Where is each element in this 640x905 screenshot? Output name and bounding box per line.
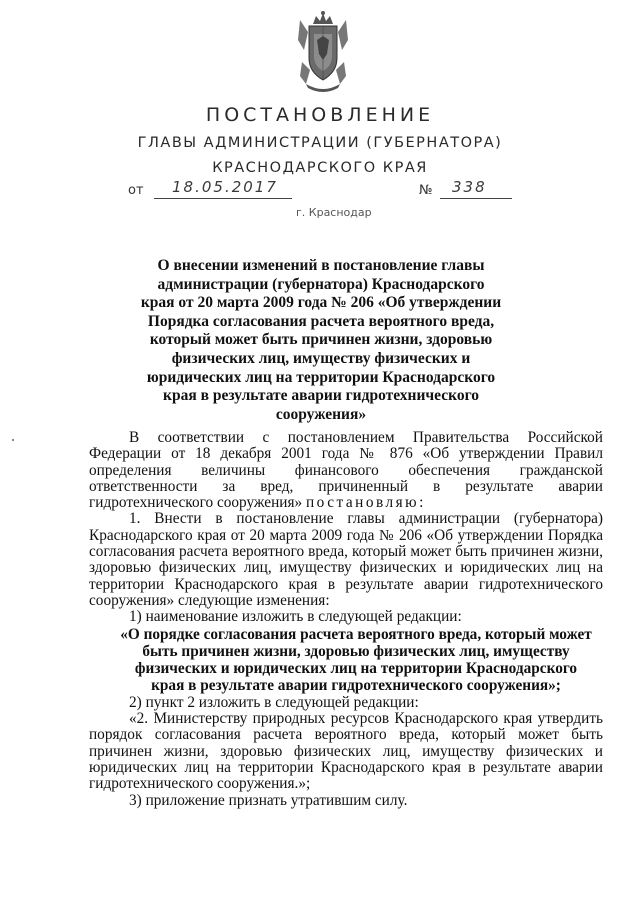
document-title: О внесении изменений в постановление главы администрации (губернатора) Краснодарского края от 20 марта 2009 года № 206 «Об утверждении Порядка согласования расчета вероятного вреда, который может быть причинен жизни, здоровью физических лиц, имуществу физических и юридических лиц на территории Краснодарского края в результате аварии гидротехнического сооружения» <box>140 257 502 423</box>
number-underline <box>440 198 512 199</box>
quote-point-2: «2. Министерству природных ресурсов Краснодарского края утвердить порядок согласования расчета вероятного вреда, который может быть причинен жизни, здоровью физических лиц, имуществу физических и юридических лиц на территории Краснодарского края в результате аварии гидротехнического сооружения.»; <box>89 710 603 793</box>
subitem-2: 2) пункт 2 изложить в следующей редакции: <box>129 693 419 711</box>
intro-paragraph <box>89 430 603 511</box>
margin-mark <box>12 439 14 441</box>
document-body <box>89 430 603 809</box>
coat-of-arms-emblem <box>294 10 352 94</box>
number-label: № <box>419 183 433 198</box>
handwritten-number: 338 <box>452 178 487 196</box>
subitem-3: 3) приложение признать утратившим силу. <box>129 791 408 809</box>
quote-new-title: «О порядке согласования расчета вероятного вреда, который может быть причинен жизни, здоровью физических лиц, имуществу физических и юридических лиц на территории Краснодарского края в результате аварии гидротехнического сооружения»; <box>120 625 592 695</box>
issuer-heading: ГЛАВЫ АДМИНИСТРАЦИИ (ГУБЕРНАТОРА) <box>137 135 503 151</box>
decree-word: постановляю: <box>305 494 426 512</box>
region-heading: КРАСНОДАРСКОГО КРАЯ <box>212 160 428 176</box>
document-type-heading: ПОСТАНОВЛЕНИЕ <box>205 104 435 126</box>
date-underline <box>154 198 292 199</box>
intro-text: В соответствии с постановлением Правительства Российской Федерации от 18 декабря 2001 года № 876 «Об утверждении Правил определения величины финансового обеспечения гражданской ответственности за вред, причиненный в результате аварии гидротехнического сооружения» <box>89 429 603 512</box>
paragraph-1: 1. Внести в постановление главы администрации (губернатора) Краснодарского края от 20 марта 2009 года № 206 «Об утверждении Порядка согласования расчета вероятного вреда, который может быть причинен жизни, здоровью физических лиц, имуществу физических и юридических лиц на территории Краснодарского края в результате аварии гидротехнического сооружения» следующие изменения: <box>89 510 603 609</box>
date-from-label: от <box>128 183 144 198</box>
handwritten-date: 18.05.2017 <box>172 178 278 196</box>
subitem-1: 1) наименование изложить в следующей редакции: <box>129 608 462 626</box>
city-label: г. Краснодар <box>296 206 372 219</box>
